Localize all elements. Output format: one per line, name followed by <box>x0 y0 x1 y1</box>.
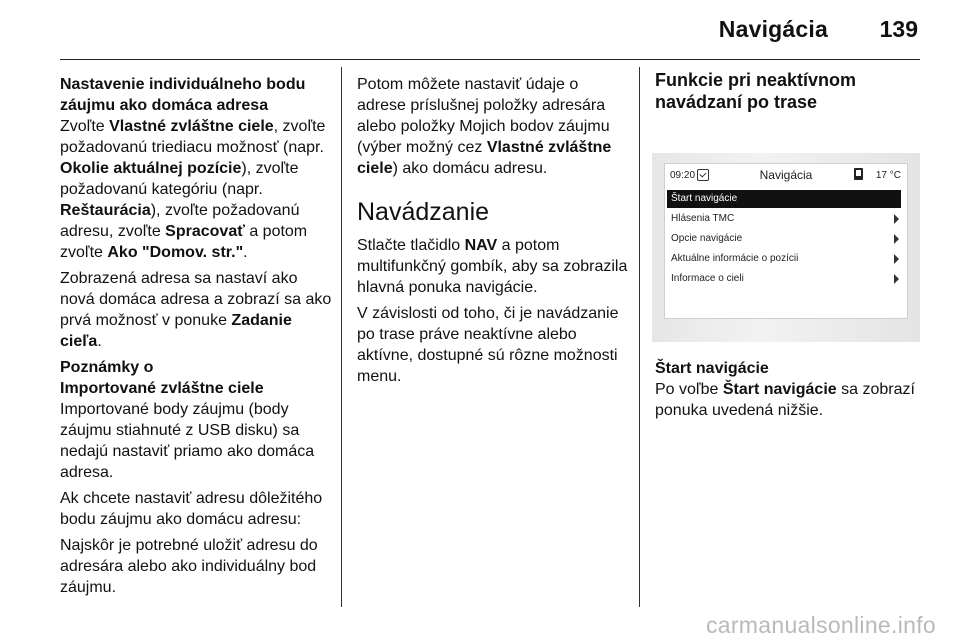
chevron-right-icon <box>894 214 899 224</box>
paragraph: Importované body záujmu (body záujmu stiahnuté z USB disku) sa nedajú nastaviť priamo ako domáca adresa. <box>60 401 315 481</box>
status-bar <box>665 164 907 186</box>
screen-title: Navigácia <box>759 168 813 182</box>
note-heading-line1: Poznámky o <box>60 359 154 376</box>
navigation-menu <box>667 190 901 290</box>
menu-item-label: Aktuálne informácie o pozícii <box>671 253 799 264</box>
column-divider-2 <box>639 67 640 607</box>
bold-term: Vlastné zvláštne ciele <box>109 118 274 135</box>
header-title: Navigácia <box>718 16 828 42</box>
menu-item[interactable] <box>667 210 901 228</box>
chevron-right-icon <box>894 274 899 284</box>
bold-term: Spracovať <box>165 223 245 240</box>
subsection-heading: Štart navigácie <box>655 360 769 377</box>
subsection-title: Funkcie pri neaktívnom navádzaní po trase <box>655 70 857 112</box>
temperature: 17 °C <box>875 170 901 181</box>
bold-term: NAV <box>464 237 498 254</box>
bold-term: Ako "Domov. str." <box>107 244 244 261</box>
clock: 09:20 <box>670 170 696 181</box>
bold-term: Okolie aktuálnej pozície <box>60 160 242 177</box>
menu-item-label: Hlásenia TMC <box>671 213 735 224</box>
paragraph: Stlačte tlačidlo NAV a potom multifunkčný gombík, aby sa zobrazila hlavná ponuka navigácie. <box>357 237 628 296</box>
display <box>664 163 908 319</box>
column-1 <box>60 74 332 603</box>
menu-item[interactable] <box>667 250 901 268</box>
paragraph: Najskôr je potrebné uložiť adresu do adresára alebo ako individuálny bod záujmu. <box>60 537 318 596</box>
infotainment-screen-image <box>652 153 920 342</box>
paragraph: Zobrazená adresa sa nastaví ako nová domáca adresa a zobrazí sa ako prvá možnosť v ponuke Zadanie cieľa. <box>60 270 332 350</box>
section-heading-line1: Nastavenie individuálneho bodu <box>60 76 306 93</box>
page-number: 139 <box>879 16 918 42</box>
column-3-lower <box>655 358 923 426</box>
column-divider-1 <box>341 67 342 607</box>
menu-item[interactable] <box>667 190 901 208</box>
paragraph: Po voľbe Štart navigácie sa zobrazí ponuka uvedená nižšie. <box>655 381 915 419</box>
menu-item-label: Opcie navigácie <box>671 233 743 244</box>
header-divider <box>60 59 920 60</box>
chevron-right-icon <box>894 254 899 264</box>
note-heading-line2: Importované zvláštne ciele <box>60 380 264 397</box>
menu-item[interactable] <box>667 270 901 288</box>
menu-item[interactable] <box>667 230 901 248</box>
bold-term: Vlastné zvláštne ciele <box>357 139 612 177</box>
section-heading-line2: záujmu ako domáca adresa <box>60 97 269 114</box>
section-title: Navádzanie <box>357 198 490 226</box>
phone-icon <box>854 168 863 180</box>
column-3 <box>655 70 923 113</box>
chevron-right-icon <box>894 234 899 244</box>
paragraph: Zvoľte Vlastné zvláštne ciele, zvoľte požadovanú triediacu možnosť (napr. Okolie aktuálnej pozície), zvoľte požadovanú kategóriu (napr. Reštaurácia), zvoľte požadovanú adresu, zvoľte Spracovať a potom zvoľte Ako "Domov. str.". <box>60 118 326 261</box>
paragraph: Potom môžete nastaviť údaje o adrese príslušnej položky adresára alebo položky Mojich bodov záujmu (výber možný cez Vlastné zvláštne ciele) ako domácu adresu. <box>357 76 612 177</box>
watermark: carmanualsonline.info <box>705 612 936 638</box>
paragraph: V závislosti od toho, či je navádzanie po trase práve neaktívne alebo aktívne, dostupné sú rôzne možnosti menu. <box>357 305 619 385</box>
bold-term: Štart navigácie <box>722 381 837 398</box>
menu-item-label: Informace o cieli <box>671 273 744 284</box>
column-2 <box>357 74 629 392</box>
menu-item-label: Štart navigácie <box>671 193 738 204</box>
bold-term: Zadanie cieľa <box>60 312 292 350</box>
bold-term: Reštaurácia <box>60 202 151 219</box>
paragraph: Ak chcete nastaviť adresu dôležitého bodu záujmu ako domácu adresu: <box>60 490 323 528</box>
